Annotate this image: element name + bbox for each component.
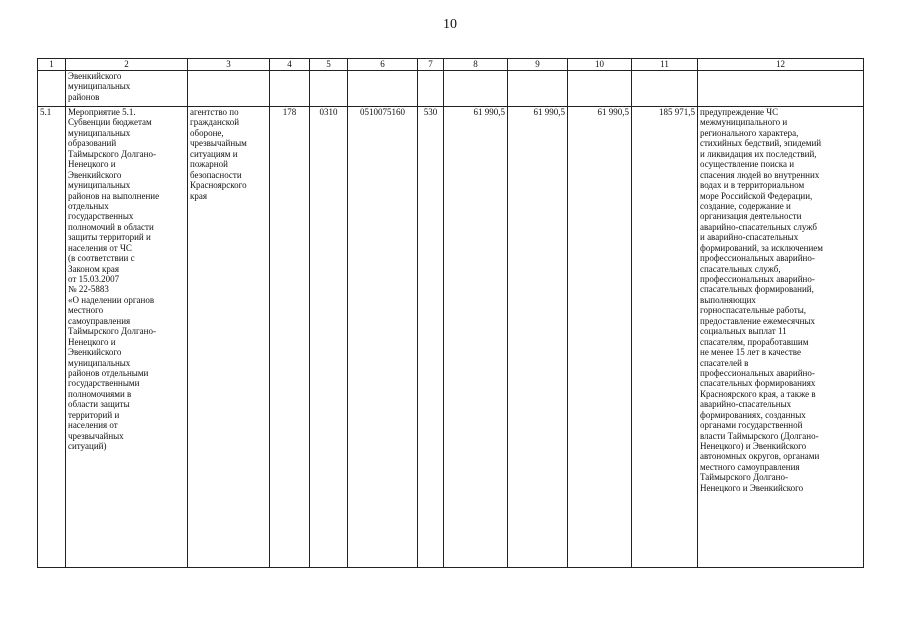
header-col-9: 9 (508, 59, 568, 71)
cell-amount-year-3: 61 990,5 (568, 107, 632, 568)
header-col-4: 4 (270, 59, 310, 71)
header-col-10: 10 (568, 59, 632, 71)
page-number: 10 (443, 17, 457, 32)
cell-amount-total: 185 971,5 (632, 107, 698, 568)
cell-expense-type: 530 (418, 107, 444, 568)
table-row-continuation (38, 71, 864, 107)
cell (38, 71, 66, 107)
header-col-7: 7 (418, 59, 444, 71)
cell-grbs-code: 178 (270, 107, 310, 568)
header-col-6: 6 (348, 59, 418, 71)
budget-table (37, 58, 864, 568)
cell (270, 71, 310, 107)
cell (418, 71, 444, 107)
cell (632, 71, 698, 107)
cell (444, 71, 508, 107)
cell-amount-year-1: 61 990,5 (444, 107, 508, 568)
header-col-11: 11 (632, 59, 698, 71)
cell (188, 71, 270, 107)
cell-section-code: 0310 (310, 107, 348, 568)
cell-expected-result: предупреждение ЧС межмуниципального и регионального характера, стихийных бедствий, эпидемий и ликвидация их последствий, осуществление поиска и спасения людей во внутренних водах и в территориальном море Российской Федерации, создание, содержание и организация деятельности аварийно-спасательных служб и аварийно-спасательных формирований, за исключением профессиональных аварийно- спасательных служб, профессиональных аварийно- спасательных формирований, выполняющих горноспасательные работы, предоставление ежемесячных социальных выплат 11 спасателям, проработавшим не менее 15 лет в качестве спасателей в профессиональных аварийно- спасательных формированиях Красноярского края, а также в аварийно-спасательных формированиях, созданных органами государственной власти Таймырского (Долгано- Ненецкого) и Эвенкийского автономных округов, органами местного самоуправления Таймырского Долгано- Ненецкого и Эвенкийского (698, 107, 864, 568)
cell-responsible-agency: агентство по гражданской обороне, чрезвычайным ситуациям и пожарной безопасности Красноярского края (188, 107, 270, 568)
header-col-3: 3 (188, 59, 270, 71)
table-row-5-1 (38, 107, 864, 568)
cell (698, 71, 864, 107)
cell (348, 71, 418, 107)
cell (310, 71, 348, 107)
table-header-row (38, 59, 864, 71)
cell-measure-description: Мероприятие 5.1. Субвенции бюджетам муниципальных образований Таймырского Долгано- Ненецкого и Эвенкийского муниципальных районов на выполнение отдельных государственных полномочий в области защиты территорий и населения от ЧС (в соответствии с Законом края от 15.03.2007 № 22-5883 «О наделении органов местного самоуправления Таймырского Долгано- Ненецкого и Эвенкийского муниципальных районов отдельными государственными полномочиями в области защиты территорий и населения от чрезвычайных ситуаций) (66, 107, 188, 568)
header-col-5: 5 (310, 59, 348, 71)
cell-item-number: 5.1 (38, 107, 66, 568)
cell-target-article: 0510075160 (348, 107, 418, 568)
header-col-8: 8 (444, 59, 508, 71)
header-col-2: 2 (66, 59, 188, 71)
cell (568, 71, 632, 107)
header-col-12: 12 (698, 59, 864, 71)
header-col-1: 1 (38, 59, 66, 71)
cell-program-name-continuation: Эвенкийского муниципальных районов (66, 71, 188, 107)
cell (508, 71, 568, 107)
cell-amount-year-2: 61 990,5 (508, 107, 568, 568)
